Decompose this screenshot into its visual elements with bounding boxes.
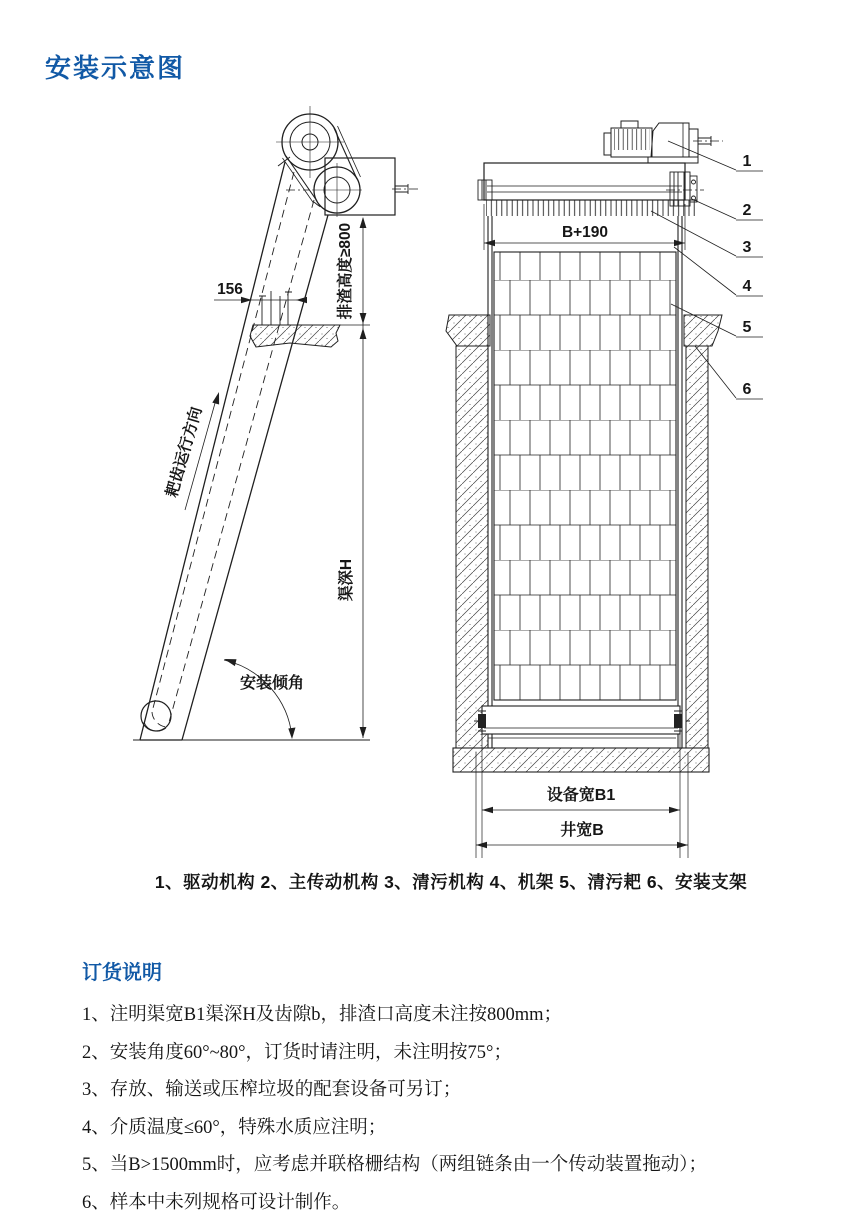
dim-equipment-width-label: 设备宽B1 (546, 787, 616, 804)
dim-top-width-label: B+190 (561, 224, 609, 241)
rake-direction (162, 392, 220, 510)
ordering-item-1: 1、注明渠宽B1渠深H及齿隙b，排渣口高度未注按800mm； (82, 1005, 562, 1025)
channel-floor (453, 748, 709, 772)
ordering-item-5: 5、当B>1500mm时，应考虑并联格栅结构（两组链条由一个传动装置拖动）； (82, 1155, 708, 1175)
part-label-5: 5 (742, 319, 752, 336)
part-label-3: 3 (742, 239, 752, 256)
ordering-section (82, 956, 802, 1218)
ordering-item-2: 2、安装角度60°~80°，订货时请注明，未注明按75°； (82, 1042, 512, 1063)
right-wall (686, 346, 708, 748)
dim-tooth-band (214, 281, 307, 303)
rake-grid (494, 252, 676, 700)
screen-body (140, 157, 328, 740)
dim-vertical-line (335, 217, 366, 738)
part-label-2: 2 (742, 202, 752, 219)
left-wall-cap (446, 315, 490, 346)
side-view (133, 106, 420, 740)
page-title: 安装示意图 (45, 53, 186, 83)
ordering-item-3: 3、存放、输送或压榨垃圾的配套设备可另订； (82, 1080, 462, 1100)
comb-teeth (486, 200, 695, 216)
dim-channel-depth-label: 渠深H (338, 558, 355, 602)
front-view (446, 121, 763, 858)
ordering-item-6: 6、样本中未列规格可设计制作。 (82, 1192, 351, 1213)
lower-sprocket (286, 163, 362, 217)
part-label-1: 1 (742, 153, 752, 170)
discharge-teeth (259, 291, 292, 325)
ordering-heading: 订货说明 (82, 962, 162, 984)
part-label-4: 4 (742, 278, 752, 295)
left-wall (456, 346, 488, 748)
install-angle-label: 安装倾角 (239, 675, 305, 692)
figure-caption: 1、驱动机构 2、主传动机构 3、清污机构 4、机架 5、清污耙 6、安装支架 (154, 872, 748, 892)
dim-discharge-height-label: 排渣高度≥800 (337, 222, 354, 320)
install-angle (224, 659, 304, 739)
part-label-6: 6 (742, 381, 752, 398)
bottom-beam (474, 706, 690, 738)
dim-well-width-label: 井宽B (560, 822, 604, 839)
rake-direction-label: 耙齿运行方向 (163, 405, 206, 500)
dim-tooth-band-label: 156 (217, 281, 243, 298)
top-beam (484, 163, 685, 200)
ordering-item-4: 4、介质温度≤60°，特殊水质应注明； (82, 1117, 387, 1138)
